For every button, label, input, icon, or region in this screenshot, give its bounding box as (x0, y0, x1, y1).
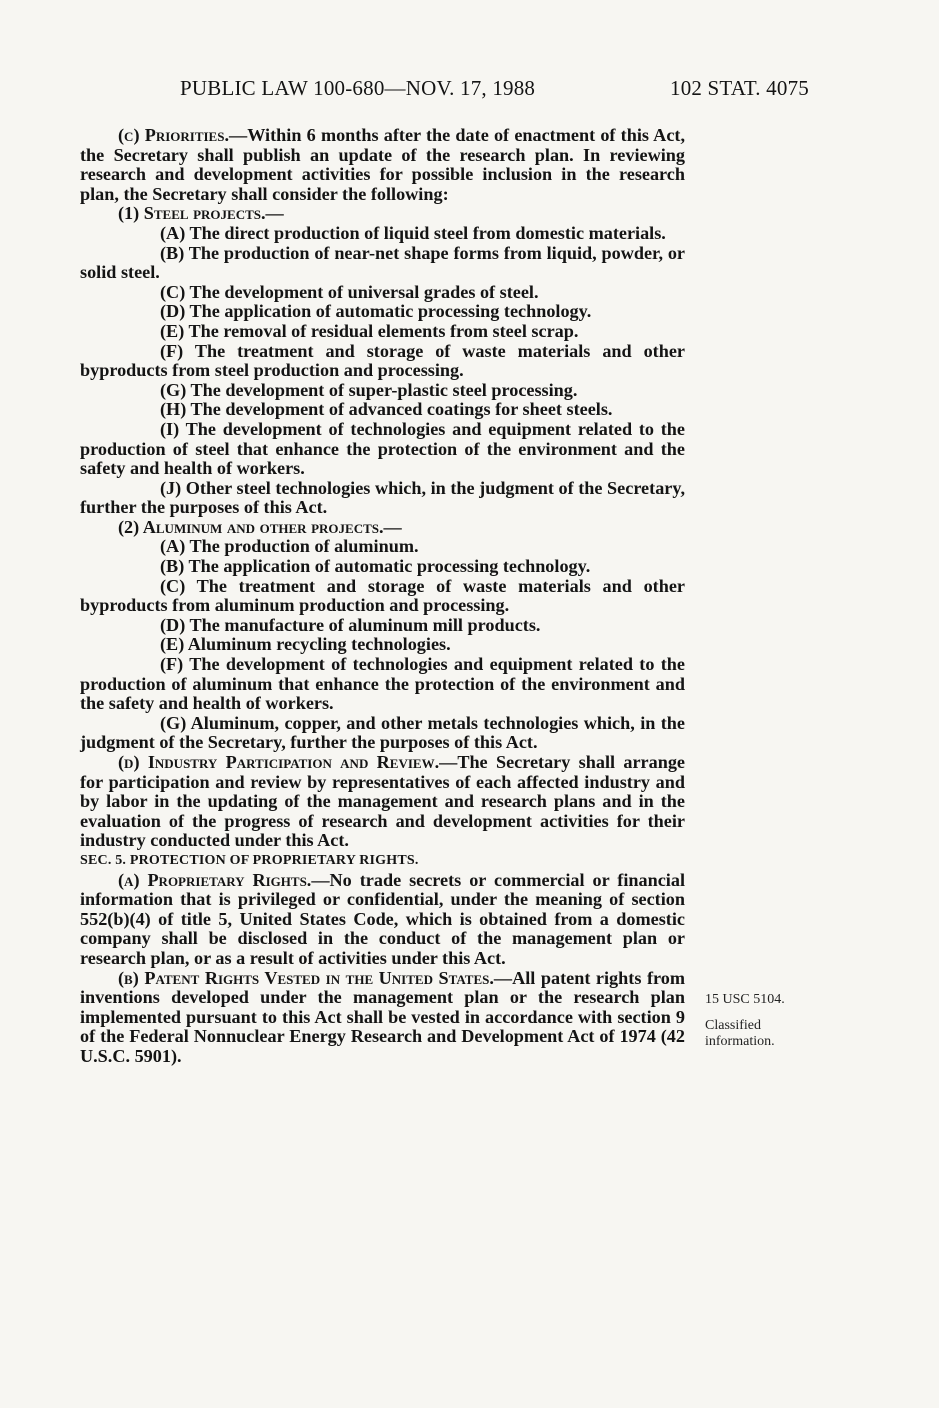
aluminum-item: (G) Aluminum, copper, and other metals technologies which, in the judgment of the Secretary, further the purposes of this Act. (80, 712, 685, 753)
steel-item: (H) The development of advanced coatings for sheet steels. (160, 399, 613, 420)
steel-item: (E) The removal of residual elements from steel scrap. (160, 320, 579, 341)
margin-note-usc: 15 USC 5104. (705, 992, 785, 1007)
patent-text: —All patent rights from inventions developed under the management plan or the research plan implemented pursuant to this Act shall be vested in accordance with section 9 of the Federal Nonnuclear Energy Research and Development Act of 1974 (42 U.S.C. 5901). (80, 967, 685, 1066)
aluminum-item: (B) The application of automatic processing technology. (160, 556, 591, 577)
body-column (80, 126, 685, 1067)
patent-paragraph (80, 969, 685, 1067)
industry-paragraph (80, 753, 685, 851)
proprietary-heading: (a) Proprietary Rights. (118, 869, 312, 890)
aluminum-projects-heading: (2) Aluminum and other projects.— (118, 516, 402, 537)
steel-item: (G) The development of super-plastic steel processing. (160, 379, 578, 400)
steel-item: (D) The application of automatic processing technology. (160, 301, 592, 322)
priorities-text: —Within 6 months after the date of enactment of this Act, the Secretary shall publish an update of the research plan. In reviewing research and development activities for possible inclusion in the research plan, the Secretary shall consider the following: (80, 125, 685, 204)
steel-item: (I) The development of technologies and equipment related to the production of steel that enhance the protection of the environment and the safety and health of workers. (80, 418, 685, 479)
patent-heading: (b) Patent Rights Vested in the United States. (118, 967, 494, 988)
aluminum-item: (D) The manufacture of aluminum mill products. (160, 614, 541, 635)
steel-item: (B) The production of near-net shape forms from liquid, powder, or solid steel. (80, 242, 685, 283)
aluminum-item: (A) The production of aluminum. (160, 536, 419, 557)
priorities-paragraph (80, 126, 685, 204)
proprietary-paragraph (80, 871, 685, 969)
section-5-heading: SEC. 5. PROTECTION OF PROPRIETARY RIGHTS. (80, 852, 419, 868)
page-header (0, 76, 939, 106)
proprietary-text: —No trade secrets or commercial or financial information that is privileged or confidential, under the meaning of section 552(b)(4) of title 5, United States Code, which is obtained from a domestic company shall be disclosed in the conduct of the management plan or research plan, or as a result of activities under this Act. (80, 869, 686, 968)
steel-item: (C) The development of universal grades of steel. (160, 281, 539, 302)
steel-item: (J) Other steel technologies which, in the judgment of the Secretary, further the purposes of this Act. (80, 477, 685, 518)
margin-note-classified: Classified information. (705, 1018, 775, 1049)
industry-heading: (d) Industry Participation and Review. (118, 752, 440, 772)
statute-page-number: 102 STAT. 4075 (670, 76, 809, 100)
public-law-title: PUBLIC LAW 100-680—NOV. 17, 1988 (180, 76, 536, 100)
steel-item: (A) The direct production of liquid steel from domestic materials. (160, 222, 666, 243)
priorities-heading: (c) Priorities. (118, 125, 229, 145)
aluminum-item: (F) The development of technologies and equipment related to the production of aluminum that enhance the protection of the environment and the safety and health of workers. (80, 654, 685, 714)
aluminum-item: (E) Aluminum recycling technologies. (160, 634, 451, 655)
steel-item: (F) The treatment and storage of waste materials and other byproducts from steel production and processing. (80, 340, 685, 381)
steel-projects-heading: (1) Steel projects.— (118, 203, 284, 224)
industry-text: —The Secretary shall arrange for participation and review by representatives of each affected industry and by labor in the updating of the management and research plans and in the evaluation of the progress of research and development activities for their industry conducted under this Act. (80, 752, 685, 851)
aluminum-item: (C) The treatment and storage of waste materials and other byproducts from aluminum production and processing. (80, 575, 685, 616)
